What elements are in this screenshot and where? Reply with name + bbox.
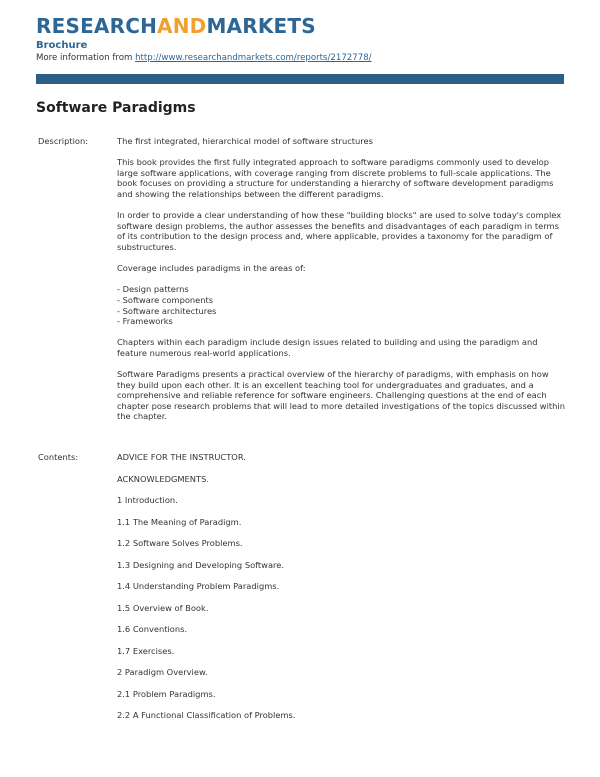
contents-label: Contents:: [38, 452, 79, 462]
toc-item: 1.5 Overview of Book.: [117, 602, 209, 613]
description-subtitle: The first integrated, hierarchical model of software structures: [117, 136, 373, 146]
toc-item: 1.2 Software Solves Problems.: [117, 538, 243, 548]
logo-and: AND: [157, 14, 207, 38]
toc-item: 1.7 Exercises.: [117, 645, 175, 656]
paradigm-list: [117, 284, 567, 326]
toc-item: 2 Paradigm Overview.: [117, 667, 208, 677]
toc-item: ADVICE FOR THE INSTRUCTOR.: [117, 452, 246, 462]
toc-item: 1.3 Designing and Developing Software.: [117, 559, 285, 570]
toc-item: 1.6 Conventions.: [117, 624, 188, 634]
toc-item: 1.1 The Meaning of Paradigm.: [117, 516, 242, 527]
toc-item: 2.1 Problem Paradigms.: [117, 688, 216, 699]
header-banner: [36, 74, 564, 84]
toc-item: 1 Introduction.: [117, 495, 178, 505]
description-paragraph: Chapters within each paradigm include design issues related to building and using the paradigm and feature numerous real-world applications.: [117, 337, 538, 358]
page-title: Software Paradigms: [36, 100, 196, 116]
more-info-line: [36, 53, 372, 63]
brand-logo: [36, 14, 316, 38]
description-paragraph: Software Paradigms presents a practical overview of the hierarchy of paradigms, with emphasis on how they build upon each other. It is an excellent teaching tool for undergraduates and graduates, and a comprehensive and reliable reference for software engineers. Challenging questions at the end of each chapter pose research problems that will lead to more detailed investigations of the topics discussed within the chapter.: [117, 369, 565, 422]
toc-item: 1.4 Understanding Problem Paradigms.: [117, 581, 280, 591]
logo-research: RESEARCH: [36, 14, 158, 38]
description-paragraph: This book provides the first fully integrated approach to software paradigms commonly used to develop large software applications, with coverage ranging from discrete problems to full-scale applications. The book focuses on providing a structure for understanding a hierarchy of software development paradigms and showing the relationships between the different paradigms.: [117, 157, 554, 199]
more-info-prefix: More information from: [36, 53, 133, 63]
toc-item: 2.2 A Functional Classification of Problems.: [117, 710, 296, 720]
description-paragraph: Coverage includes paradigms in the areas of:: [117, 263, 306, 274]
list-item: - Frameworks: [117, 316, 173, 327]
list-item: - Design patterns: [117, 284, 189, 295]
report-link[interactable]: http://www.researchandmarkets.com/reports/2172778/: [135, 53, 372, 63]
logo-markets: MARKETS: [206, 14, 316, 38]
description-body: [117, 136, 567, 433]
toc-item: ACKNOWLEDGMENTS.: [117, 473, 209, 484]
list-item: - Software architectures: [117, 305, 217, 316]
description-paragraph: In order to provide a clear understanding of how these "building blocks" are used to solve today's complex software design problems, the author assesses the benefits and disadvantages of each paradigm in terms of its contribution to the design process and, where applicable, provides a taxonomy for the paradigm of substructures.: [117, 210, 562, 252]
list-item: - Software components: [117, 294, 214, 305]
brochure-label: Brochure: [36, 40, 88, 51]
contents-list: [117, 452, 567, 732]
description-label: Description:: [38, 136, 89, 146]
